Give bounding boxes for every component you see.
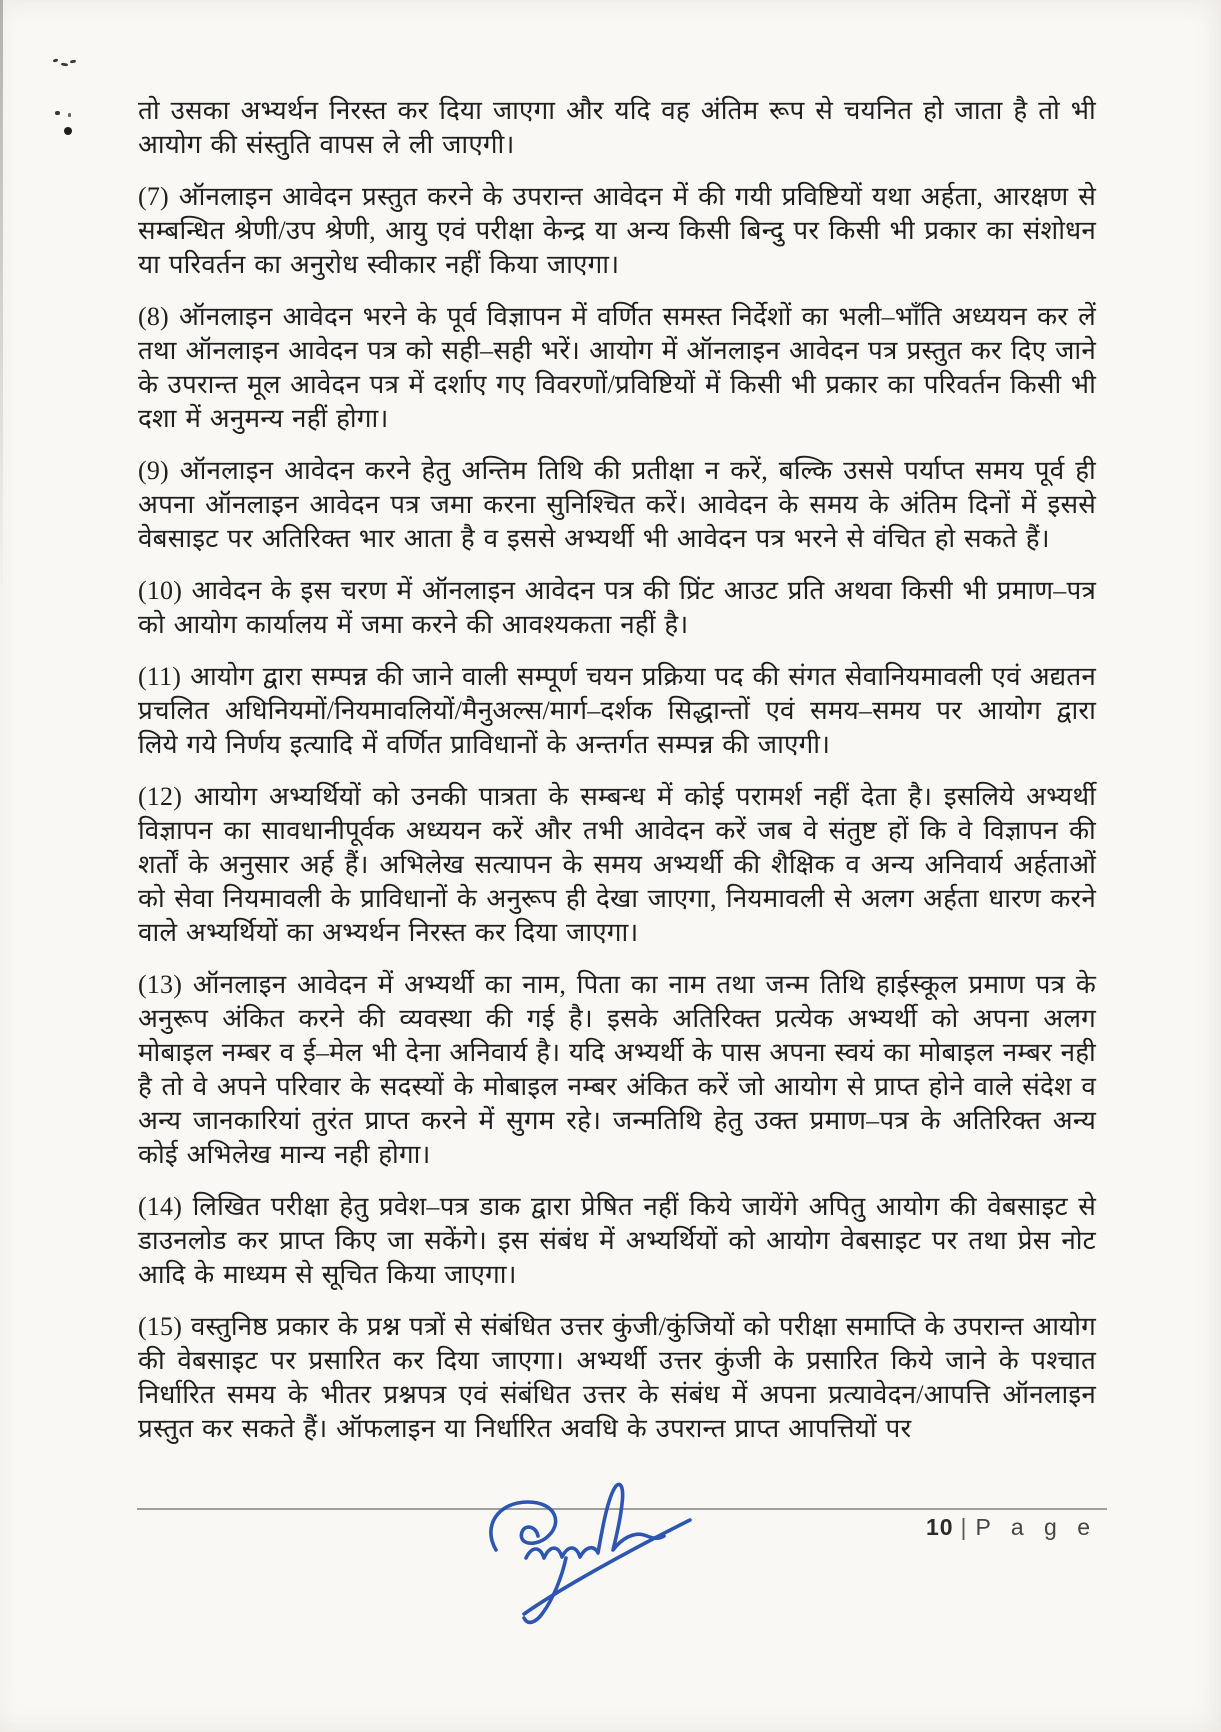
paragraph-7: (7) ऑनलाइन आवेदन प्रस्तुत करने के उपरान्त आवेदन में की गयी प्रविष्टियों यथा अर्हता, आरक्षण से सम्बन्धित श्रेणी/उप श्रेणी, आयु एवं परीक्षा केन्द्र या अन्य किसी बिन्दु पर किसी भी प्रकार का संशोधन या परिवर्तन का अनुरोध स्वीकार नहीं किया जाएगा। (138, 182, 1096, 279)
paragraph-13: (13) ऑनलाइन आवेदन में अभ्यर्थी का नाम, पिता का नाम तथा जन्म तिथि हाईस्कूल प्रमाण पत्र के अनुरूप अंकित करने की व्यवस्था की गई है। इसके अतिरिक्त प्रत्येक अभ्यर्थी को अपना अलग मोबाइल नम्बर व ई–मेल भी देना अनिवार्य है। यदि अभ्यर्थी के पास अपना स्वयं का मोबाइल नम्बर नही है तो वे अपने परिवार के सदस्यों के मोबाइल नम्बर अंकित करें जो आयोग से प्राप्त होने वाले संदेश व अन्य जानकारियां तुरंत प्राप्त करने में सुगम रहे। जन्मतिथि हेतु उक्त प्रमाण–पत्र के अतिरिक्त अन्य कोई अभिलेख मान्य नही होगा। (138, 970, 1096, 1169)
ink-speck (70, 60, 76, 64)
scan-edge-artifact (0, 0, 3, 640)
ink-speck (61, 63, 68, 67)
ink-speck (53, 58, 59, 62)
paragraph-15: (15) वस्तुनिष्ठ प्रकार के प्रश्न पत्रों से संबंधित उत्तर कुंजी/कुंजियों को परीक्षा समाप्ति के उपरान्त आयोग की वेबसाइट पर प्रसारित कर दिया जाएगा। अभ्यर्थी उत्तर कुंजी के प्रसारित किये जाने के पश्चात निर्धारित समय के भीतर प्रश्नपत्र एवं संबंधित उत्तर के संबंध में अपना प्रत्यावेदन/आपत्ति ऑनलाइन प्रस्तुत कर सकते हैं। ऑफलाइन या निर्धारित अवधि के उपरान्त प्राप्त आपत्तियों पर (138, 1312, 1096, 1443)
page-number-value: 10 (925, 1514, 954, 1540)
ink-speck (55, 111, 60, 115)
handwritten-signature-icon (462, 1458, 712, 1638)
paragraph-14: (14) लिखित परीक्षा हेतु प्रवेश–पत्र डाक द्वारा प्रेषित नहीं किये जायेंगे अपितु आयोग की वेबसाइट से डाउनलोड कर प्राप्त किए जा सकेंगे। इस संबंध में अभ्यर्थियों को आयोग वेबसाइट पर तथा प्रेस नोट आदि के माध्यम से सूचित किया जाएगा। (138, 1192, 1096, 1289)
signature-stroke (526, 1484, 664, 1558)
signature-stroke (491, 1502, 556, 1550)
paragraph-11: (11) आयोग द्वारा सम्पन्न की जाने वाली सम्पूर्ण चयन प्रक्रिया पद की संगत सेवानियमावली एवं अद्यतन प्रचलित अधिनियमों/नियमावलियों/मैनुअल्स/मार्ग–दर्शक सिद्धान्तों एवं समय–समय पर आयोग द्वारा लिये गये निर्णय इत्यादि में वर्णित प्राविधानों के अन्तर्गत सम्पन्न की जाएगी। (138, 662, 1096, 759)
ink-speck (64, 127, 72, 135)
page-number-separator: | (960, 1514, 967, 1540)
paragraph-12: (12) आयोग अभ्यर्थियों को उनकी पात्रता के सम्बन्ध में कोई परामर्श नहीं देता है। इसलिये अभ्यर्थी विज्ञापन का सावधानीपूर्वक अध्ययन करें और तभी आवेदन करें जब वे संतुष्ट हों कि वे विज्ञापन की शर्तों के अनुसार अर्ह हैं। अभिलेख सत्यापन के समय अभ्यर्थी की शैक्षिक व अन्य अनिवार्य अर्हताओं को सेवा नियमावली के प्राविधानों के अनुरूप ही देखा जाएगा, नियमावली से अलग अर्हता धारण करने वाले अभ्यर्थियों का अभ्यर्थन निरस्त कर दिया जाएगा। (138, 782, 1096, 947)
paragraph-9: (9) ऑनलाइन आवेदन करने हेतु अन्तिम तिथि की प्रतीक्षा न करें, बल्कि उससे पर्याप्त समय पूर्व ही अपना ऑनलाइन आवेदन पत्र जमा करना सुनिश्चित करें। आवेदन के समय के अंतिम दिनों में इससे वेबसाइट पर अतिरिक्त भार आता है व इससे अभ्यर्थी भी आवेदन पत्र भरने से वंचित हो सकते हैं। (138, 456, 1096, 553)
paragraph-8: (8) ऑनलाइन आवेदन भरने के पूर्व विज्ञापन में वर्णित समस्त निर्देशों का भली–भाँति अध्ययन कर लें तथा ऑनलाइन आवेदन पत्र को सही–सही भरें। आयोग में ऑनलाइन आवेदन पत्र प्रस्तुत कर दिए जाने के उपरान्त मूल आवेदन पत्र में दर्शाए गए विवरणों/प्रविष्टियों में किसी भी प्रकार का परिवर्तन किसी भी दशा में अनुमन्य नहीं होगा। (138, 302, 1096, 433)
paragraph-continuation: तो उसका अभ्यर्थन निरस्त कर दिया जाएगा और यदि वह अंतिम रूप से चयनित हो जाता है तो भी आयोग की संस्तुति वापस ले ली जाएगी। (138, 96, 1096, 159)
paragraph-10: (10) आवेदन के इस चरण में ऑनलाइन आवेदन पत्र की प्रिंट आउट प्रति अथवा किसी भी प्रमाण–पत्र को आयोग कार्यालय में जमा करने की आवश्यकता नहीं है। (138, 576, 1096, 639)
ink-speck (68, 113, 71, 117)
document-body (138, 94, 1096, 1464)
page-number-word: P a g e (975, 1514, 1097, 1540)
page-number (926, 1514, 1097, 1541)
